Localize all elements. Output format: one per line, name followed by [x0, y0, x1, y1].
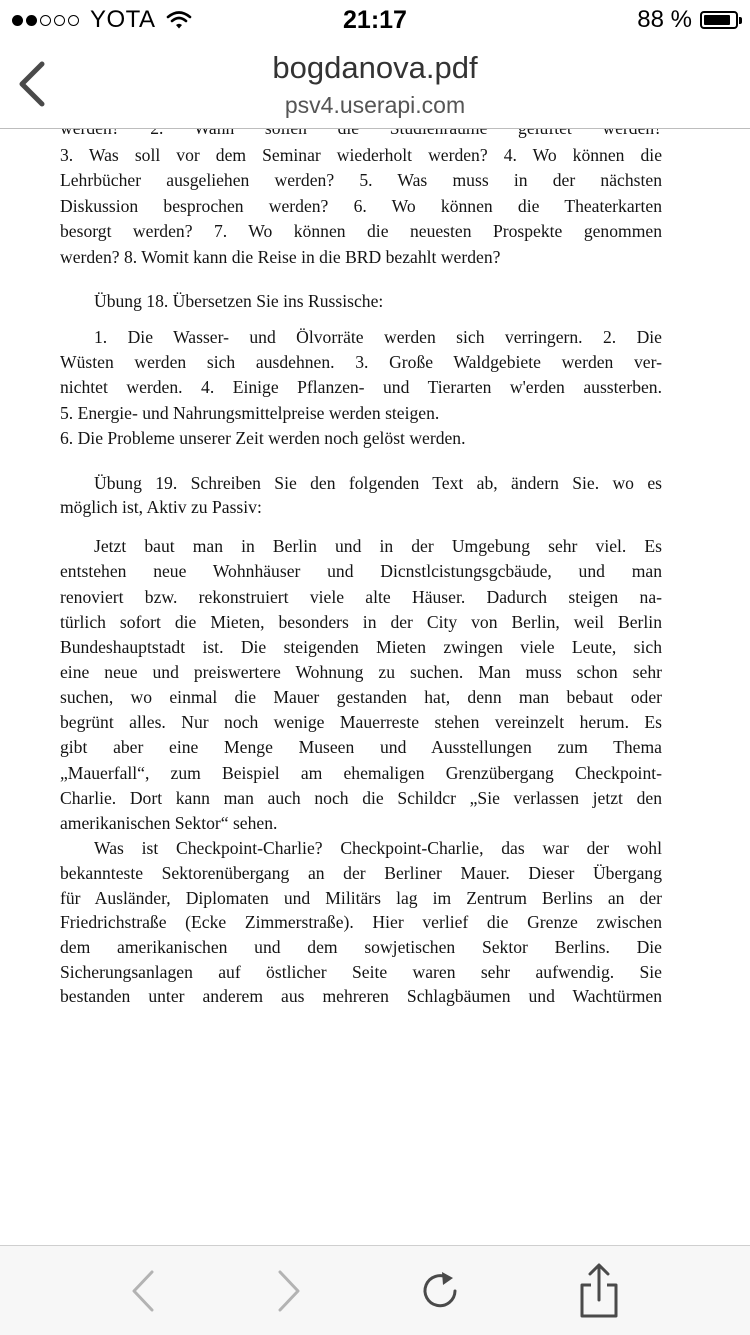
exercise-heading: Übung 19. Schreiben Sie den folgenden Text ab, ändern Sie. wo es	[94, 473, 662, 493]
text-line: Lehrbücher ausgeliehen werden? 5. Was muss in der nächsten	[60, 170, 662, 190]
text-line: bekannteste Sektorenübergang an der Berliner Mauer. Dieser Übergang	[60, 863, 662, 883]
text-line: werden? 8. Womit kann die Reise in die BRD bezahlt werden?	[60, 247, 501, 267]
text-line: „Mauerfall“, zum Beispiel am ehemaligen Grenzübergang Checkpoint-	[60, 763, 662, 783]
text-line: gibt aber eine Menge Museen und Ausstellungen zum Thema	[60, 737, 662, 757]
back-arrow-icon	[128, 1269, 158, 1313]
text-line: suchen, wo einmal die Mauer gestanden hat, denn man bebaut oder	[60, 687, 662, 707]
browser-toolbar	[0, 1245, 750, 1335]
battery-tip	[739, 17, 742, 24]
status-right	[637, 6, 738, 34]
signal-dot	[68, 15, 79, 26]
text-line: Wüsten werden sich ausdehnen. 3. Große Waldgebiete werden ver-	[60, 352, 662, 372]
text-line: renoviert bzw. rekonstruiert viele alte Häuser. Dadurch steigen na-	[60, 587, 662, 607]
text-line: Friedrichstraße (Ecke Zimmerstraße). Hier verlief die Grenze zwischen	[60, 912, 662, 932]
signal-dot	[40, 15, 51, 26]
status-left	[12, 6, 192, 34]
forward-arrow-icon	[274, 1269, 304, 1313]
status-bar	[0, 0, 750, 40]
back-nav-button[interactable]	[118, 1266, 168, 1316]
navigation-bar	[0, 40, 750, 129]
battery-fill	[704, 15, 730, 25]
document-title: bogdanova.pdf	[272, 50, 478, 85]
text-line: 6. Die Probleme unserer Zeit werden noch gelöst werden.	[60, 428, 466, 448]
forward-nav-button[interactable]	[264, 1266, 314, 1316]
text-line: begrünt alles. Nur noch wenige Mauerreste stehen vereinzelt herum. Es	[60, 712, 662, 732]
text-line: amerikanischen Sektor“ sehen.	[60, 813, 278, 833]
text-line: entstehen neue Wohnhäuser und Dicnstlcistungsgcbäude, und man	[60, 561, 662, 581]
battery-icon	[700, 11, 738, 29]
text-line: türlich sofort die Mieten, besonders in der City von Berlin, weil Berlin	[60, 612, 662, 632]
text-line: 1. Die Wasser- und Ölvorräte werden sich verringern. 2. Die	[94, 327, 662, 347]
clock: 21:17	[343, 6, 407, 34]
text-line: nichtet werden. 4. Einige Pflanzen- und Tierarten w'erden aussterben.	[60, 377, 662, 397]
text-line: Diskussion besprochen werden? 6. Wo können die Theaterkarten	[60, 196, 662, 216]
document-source: psv4.userapi.com	[284, 92, 466, 118]
reload-icon	[418, 1269, 462, 1313]
share-icon	[577, 1263, 621, 1319]
text-line: bestanden unter anderem aus mehreren Schlagbäumen und Wachtürmen	[60, 986, 662, 1006]
text-line: möglich ist, Aktiv zu Passiv:	[60, 497, 262, 517]
text-line: Was ist Checkpoint-Charlie? Checkpoint-Charlie, das war der wohl	[94, 838, 662, 858]
text-line: 5. Energie- und Nahrungsmittelpreise werden steigen.	[60, 403, 440, 423]
text-line: für Ausländer, Diplomaten und Militärs lag im Zentrum Berlins an der	[60, 888, 662, 908]
text-line: eine neue und preiswertere Wohnung zu suchen. Man muss schon sehr	[60, 662, 662, 682]
share-button[interactable]	[574, 1266, 624, 1316]
signal-strength-icon	[12, 15, 82, 26]
signal-dot	[26, 15, 37, 26]
battery-percentage: 88 %	[637, 6, 692, 33]
carrier-name: YOTA	[90, 6, 156, 33]
text-line: Jetzt baut man in Berlin und in der Umgebung sehr viel. Es	[94, 536, 662, 556]
text-line: Sicherungsanlagen auf östlicher Seite waren sehr aufwendig. Sie	[60, 962, 662, 982]
pdf-page[interactable]	[0, 129, 750, 1244]
signal-dot	[12, 15, 23, 26]
exercise-heading: Übung 18. Übersetzen Sie ins Russische:	[94, 291, 384, 311]
text-line: Bundeshauptstadt ist. Die steigenden Mieten zwingen viele Leute, sich	[60, 637, 662, 657]
text-line: dem amerikanischen und dem sowjetischen Sektor Berlins. Die	[60, 937, 662, 957]
text-line: 3. Was soll vor dem Seminar wiederholt werden? 4. Wo können die	[60, 145, 662, 165]
signal-dot	[54, 15, 65, 26]
reload-button[interactable]	[415, 1266, 465, 1316]
text-line: besorgt werden? 7. Wo können die neuesten Prospekte genommen	[60, 221, 662, 241]
wifi-icon	[166, 10, 192, 30]
text-line: Charlie. Dort kann man auch noch die Schildcr „Sie verlassen jetzt den	[60, 788, 662, 808]
